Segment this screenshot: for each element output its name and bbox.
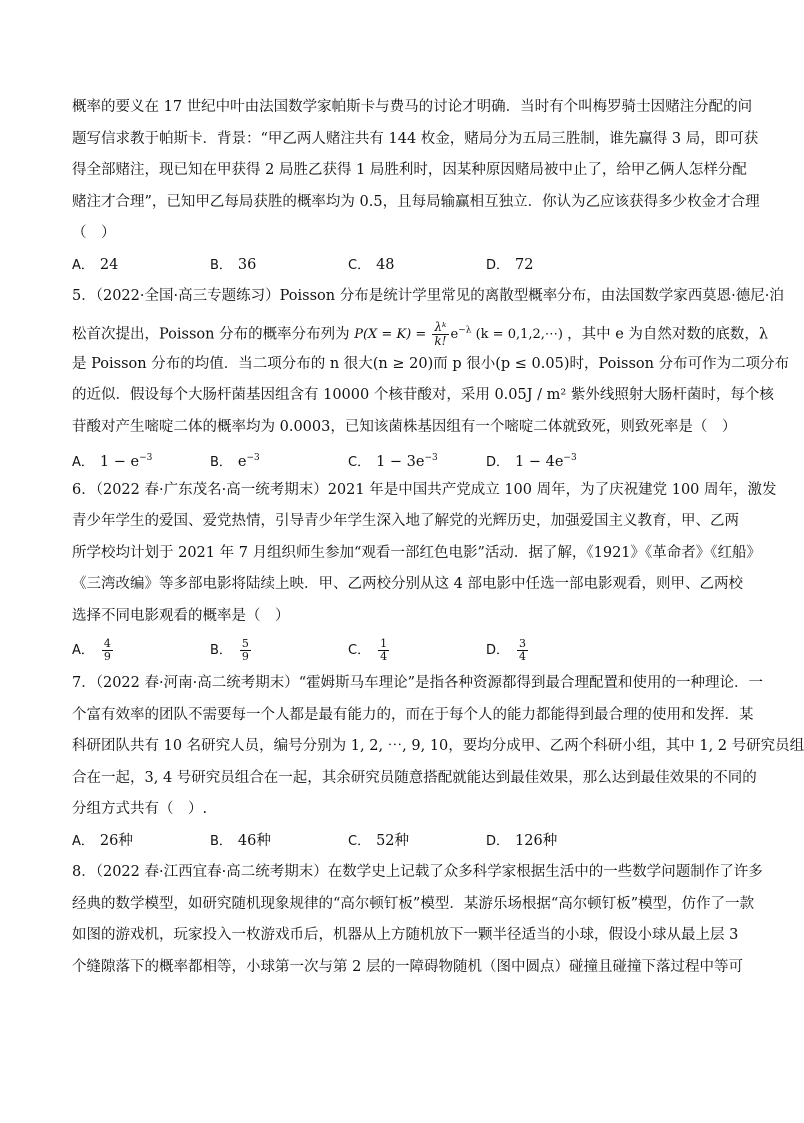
option-c: C． 52种 — [348, 832, 410, 849]
text-line: 如图的游戏机，玩家投入一枚游戏币后，机器从上方随机放下一颗半径适当的小球，假设小球从最上层 3 — [72, 927, 739, 943]
fraction-numerator: λᵏ — [432, 321, 448, 335]
option-a: A． 26种 — [72, 832, 133, 849]
question-5-stem — [72, 281, 790, 443]
text-line: 个富有效率的团队不需要每一个人都是最有能力的，而在于每个人的能力都能得到最合理的使用和发挥．某 — [72, 706, 754, 723]
text-line: 所学校均计划于 2021 年 7 月组织师生参加“观看一部红色电影”活动．据了解，《1921》《革命者》《红船》 — [72, 544, 762, 561]
option-c: C． $1 - 3e^{-3}$ — [348, 453, 438, 470]
text-line: 青少年学生的爱国、爱党热情，引导青少年学生深入地了解党的光辉历史，加强爱国主义教育，甲、乙两 — [72, 513, 739, 529]
formula-line — [72, 313, 769, 349]
text-line: 分组方式共有（ ）. — [72, 801, 208, 817]
text-line: 赌注才合理”，已知甲乙每局获胜的概率均为 0.5，且每局输赢相互独立．你认为乙应该获得多少枚金才合理 — [72, 193, 760, 210]
option-a: A． 24 — [72, 256, 119, 273]
text-line: 苷酸对产生嘧啶二体的概率均为 0.0003，已知该菌株基因组有一个嘧啶二体就致死，则致死率是（ ） — [72, 418, 737, 435]
text-line: 题写信求教于帕斯卡．背景：“甲乙两人赌注共有 144 枚金，赌局分为五局三胜制，谁先赢得 3 局，即可获 — [72, 130, 759, 147]
text-line: 选择不同电影观看的概率是（ ） — [72, 607, 290, 624]
formula-exp-base: e — [450, 326, 459, 342]
text-segment: 松首次提出，Poisson 分布的概率分布列为 — [72, 325, 350, 342]
text-line: 合在一起，3, 4 号研究员组合在一起，其余研究员随意搭配就能达到最佳效果，那么达到最佳效果的不同的 — [72, 769, 757, 786]
option-b: B． 46种 — [210, 832, 271, 849]
question-7-stem — [72, 668, 804, 826]
question-5-options — [72, 443, 722, 475]
formula-exponent: −λ — [458, 325, 472, 336]
question-7-options — [72, 826, 722, 858]
option-d: D． $\frac{3}{4}$ — [486, 636, 527, 663]
text-line: 的近似．假设每个大肠杆菌基因组含有 10000 个核苷酸对，采用 0.05J / m² 紫外线照射大肠杆菌时，每个核 — [72, 387, 774, 403]
question-4-stem — [72, 92, 760, 250]
option-a: A． $\frac{4}{9}$ — [72, 636, 111, 663]
question-4-options — [72, 250, 722, 282]
text-line: 概率的要义在 17 世纪中叶由法国数学家帕斯卡与费马的讨论才明确．当时有个叫梅罗骑士因赌注分配的问 — [72, 99, 753, 115]
text-line: 是 Poisson 分布的均值．当二项分布的 n 很大(n ≥ 20)而 p 很小(p ≤ 0.05)时，Poisson 分布可作为二项分布 — [72, 355, 790, 372]
option-b: B． $\frac{5}{9}$ — [210, 636, 249, 663]
text-line: 《三湾改编》等多部电影将陆续上映．甲、乙两校分别从这 4 部电影中任选一部电影观看，则甲、乙两校 — [72, 576, 743, 592]
poisson-formula — [354, 319, 567, 348]
question-6-stem — [72, 475, 777, 633]
option-d: D． 126种 — [486, 832, 558, 849]
option-b: B． 36 — [210, 256, 257, 273]
text-line: 7．（2022 春·河南·高二统考期末）“霍姆斯马车理论”是指各种资源都得到最合理配置和使用的一种理论．一 — [72, 675, 764, 691]
text-line: 经典的数学模型，如研究随机现象规律的“高尔顿钉板”模型．某游乐场根据“高尔顿钉板”模型，仿作了一款 — [72, 895, 755, 912]
fraction-denominator: k! — [434, 333, 447, 348]
option-d: D． $1 - 4e^{-3}$ — [486, 453, 577, 470]
text-line: 个缝隙落下的概率都相等，小球第一次与第 2 层的一障碍物随机（图中圆点）碰撞且碰撞下落过程中等可 — [72, 958, 743, 975]
formula-range: (k = 0,1,2,⋯) — [475, 326, 563, 342]
question-8-stem — [72, 857, 763, 983]
document-page — [72, 92, 804, 983]
text-line: 5．（2022·全国·高三专题练习）Poisson 分布是统计学里常见的离散型概率分布，由法国数学家西莫恩·德尼·泊 — [72, 288, 784, 304]
option-d: D． 72 — [486, 256, 534, 273]
question-6-options — [72, 632, 722, 668]
text-line: （ ） — [72, 225, 116, 241]
text-line: 8．（2022 春·江西宜春·高二统考期末）在数学史上记载了众多科学家根据生活中的一些数学问题制作了许多 — [72, 864, 763, 880]
option-b: B． $e^{-3}$ — [210, 453, 260, 470]
formula-fraction — [432, 321, 448, 348]
option-c: C． $\frac{1}{4}$ — [348, 636, 388, 663]
option-c: C． 48 — [348, 256, 395, 273]
formula-left: P(X = K) = — [354, 326, 427, 342]
text-line: 科研团队共有 10 名研究人员，编号分别为 1, 2, ⋯, 9, 10，要均分成甲、乙两个科研小组，其中 1, 2 号研究员组 — [72, 738, 804, 754]
text-line: 得全部赌注，现已知在甲获得 2 局胜乙获得 1 局胜利时，因某种原因赌局被中止了，给甲乙俩人怎样分配 — [72, 162, 747, 178]
text-segment: ，其中 e 为自然对数的底数，λ — [567, 325, 769, 342]
option-a: A． $1 - e^{-3}$ — [72, 453, 153, 470]
text-line: 6．（2022 春·广东茂名·高一统考期末）2021 年是中国共产党成立 100 周年，为了庆祝建党 100 周年，激发 — [72, 481, 777, 498]
